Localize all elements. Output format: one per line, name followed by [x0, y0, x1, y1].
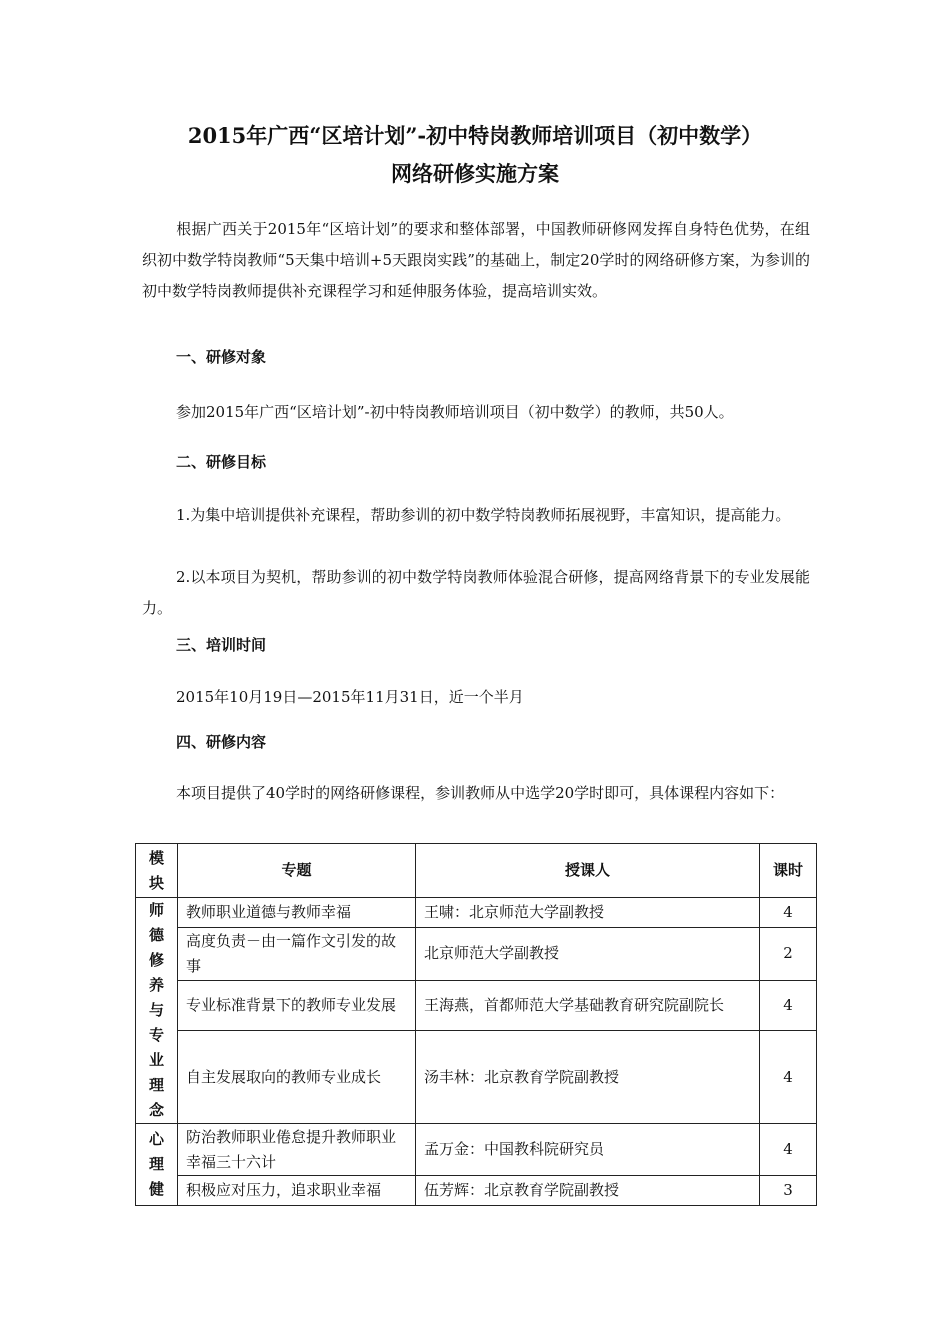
header-hours: 课时: [760, 844, 817, 898]
section-4-text: 本项目提供了40学时的网络研修课程，参训教师从中选学20学时即可，具体课程内容如下：: [176, 784, 785, 802]
intro-paragraph: [142, 214, 810, 307]
module-1-label: 师德修养与专业理念: [149, 901, 165, 1119]
header-module: 模块: [136, 844, 178, 898]
intro-text: 根据广西关于2015年“区培计划”的要求和整体部署，中国教师研修网发挥自身特色优势，在组织初中数学特岗教师“5天集中培训+5天跟岗实践”的基础上，制定20学时的网络研修方案，为参训的初中数学特岗教师提供补充课程学习和延伸服务体验，提高培训实效。: [142, 220, 810, 300]
table-row: [136, 1031, 817, 1124]
document-title-line2: 网络研修实施方案: [391, 161, 559, 186]
table-row: [136, 898, 817, 928]
section-heading-1: 一、研修对象: [176, 348, 267, 366]
section-1-text: 参加2015年广西“区培计划”-初中特岗教师培训项目（初中数学）的教师，共50人。: [176, 403, 734, 421]
course-table: [135, 843, 817, 1206]
goal-item-1-text: 1.为集中培训提供补充课程，帮助参训的初中数学特岗教师拓展视野，丰富知识，提高能力。: [176, 506, 791, 524]
lecturer-cell: 伍芳辉：北京教育学院副教授: [416, 1176, 760, 1206]
lecturer-cell: 王啸：北京师范大学副教授: [416, 898, 760, 928]
topic-cell: 自主发展取向的教师专业成长: [178, 1031, 416, 1124]
hours-cell: 4: [760, 898, 817, 928]
section-heading-4: 四、研修内容: [176, 733, 267, 751]
lecturer-cell: 孟万金：中国教科院研究员: [416, 1124, 760, 1176]
section-3-paragraph: [142, 682, 810, 713]
lecturer-cell: 汤丰林：北京教育学院副教授: [416, 1031, 760, 1124]
section-heading-2: 二、研修目标: [176, 453, 267, 471]
topic-cell: 教师职业道德与教师幸福: [178, 898, 416, 928]
document-title-line1: 2015年广西“区培计划”-初中特岗教师培训项目（初中数学）: [187, 123, 763, 148]
hours-cell: 2: [760, 928, 817, 980]
module-2-label: 心理健: [149, 1130, 165, 1198]
goal-item-2: [142, 562, 810, 624]
table-header-row: [136, 844, 817, 898]
lecturer-cell: 王海燕，首都师范大学基础教育研究院副院长: [416, 980, 760, 1030]
hours-cell: 4: [760, 1124, 817, 1176]
topic-cell: 高度负责－由一篇作文引发的故事: [178, 928, 416, 980]
header-lecturer: 授课人: [416, 844, 760, 898]
hours-cell: 4: [760, 1031, 817, 1124]
section-4-paragraph: [142, 778, 810, 809]
hours-cell: 3: [760, 1176, 817, 1206]
section-3-text: 2015年10月19日—2015年11月31日，近一个半月: [176, 688, 524, 706]
topic-cell: 积极应对压力，追求职业幸福: [178, 1176, 416, 1206]
table-row: [136, 1176, 817, 1206]
section-heading-3: 三、培训时间: [176, 636, 267, 654]
goal-item-2-text: 2.以本项目为契机，帮助参训的初中数学特岗教师体验混合研修，提高网络背景下的专业发展能力。: [142, 568, 810, 617]
module-cell-2: [136, 1124, 178, 1206]
header-topic: 专题: [178, 844, 416, 898]
topic-cell: 防治教师职业倦怠提升教师职业幸福三十六计: [178, 1124, 416, 1176]
topic-cell: 专业标准背景下的教师专业发展: [178, 980, 416, 1030]
goal-item-1: [142, 500, 810, 531]
lecturer-cell: 北京师范大学副教授: [416, 928, 760, 980]
table-row: [136, 1124, 817, 1176]
table-row: [136, 928, 817, 980]
table-row: [136, 980, 817, 1030]
hours-cell: 4: [760, 980, 817, 1030]
section-1-paragraph: [142, 397, 810, 428]
module-cell-1: [136, 898, 178, 1124]
